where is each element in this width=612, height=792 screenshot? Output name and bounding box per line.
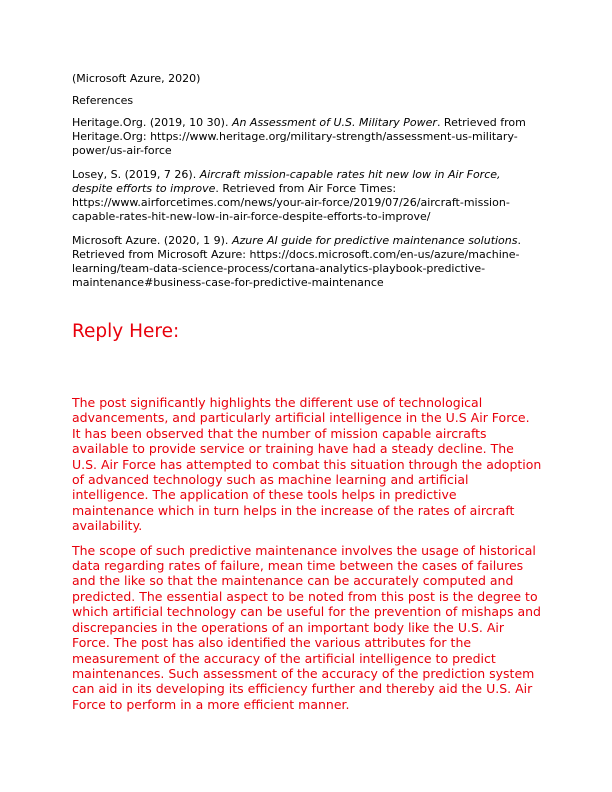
reference-suffix: . Retrieved from Heritage.Org: https://www.heritage.org/military-strength/assessment-us-military-power/us-air-force [72,116,526,157]
reference-title: Azure AI guide for predictive maintenance solutions [231,234,518,247]
reference-title: An Assessment of U.S. Military Power [231,116,437,129]
inline-citation: (Microsoft Azure, 2020) [72,72,201,85]
reference-entry-heritage [72,116,542,158]
reference-entry-azure [72,234,542,290]
references-heading: References [72,94,134,107]
reference-prefix: Microsoft Azure. (2020, 1 9). [72,234,232,247]
reference-prefix: Losey, S. (2019, 7 26). [72,168,200,181]
reference-suffix: . Retrieved from Microsoft Azure: https://docs.microsoft.com/en-us/azure/machine-learning/team-data-science-process/cortana-analytics-playbook-predictive-maintenance#business-case-for-predictive-maintenance [72,234,521,289]
reference-entry-losey [72,168,542,224]
reply-heading: Reply Here: [72,321,180,342]
reference-prefix: Heritage.Org. (2019, 10 30). [72,116,232,129]
reply-body [72,395,542,712]
references-section [72,72,542,290]
document-page [72,72,542,721]
reference-suffix: . Retrieved from Air Force Times: https://www.airforcetimes.com/news/your-air-force/2019/07/26/aircraft-mission-capable-rates-hit-new-low-in-air-force-despite-efforts-to-improve/ [72,182,510,223]
reference-title: Aircraft mission-capable rates hit new low in Air Force, despite efforts to improve [72,168,501,195]
reply-paragraph-2: The scope of such predictive maintenance involves the usage of historical data regarding rates of failure, mean time between the cases of failures and the like so that the maintenance can be accurately computed and predicted. The essential aspect to be noted from this post is the degree to which artificial technology can be useful for the prevention of mishaps and discrepancies in the operations of an important body like the U.S. Air Force. The post has also identified the various attributes for the measurement of the accuracy of the artificial intelligence to predict maintenances. Such assessment of the accuracy of the prediction system can aid in its developing its efficiency further and thereby aid the U.S. Air Force to perform in a more efficient manner. [72,542,541,712]
reply-paragraph-1: The post significantly highlights the different use of technological advancements, and particularly artificial intelligence in the U.S Air Force. It has been observed that the number of mission capable aircrafts available to provide service or training have had a steady decline. The U.S. Air Force has attempted to combat this situation through the adoption of advanced technology such as machine learning and artificial intelligence. The application of these tools helps in predictive maintenance which in turn helps in the increase of the rates of aircraft availability. [72,395,542,534]
